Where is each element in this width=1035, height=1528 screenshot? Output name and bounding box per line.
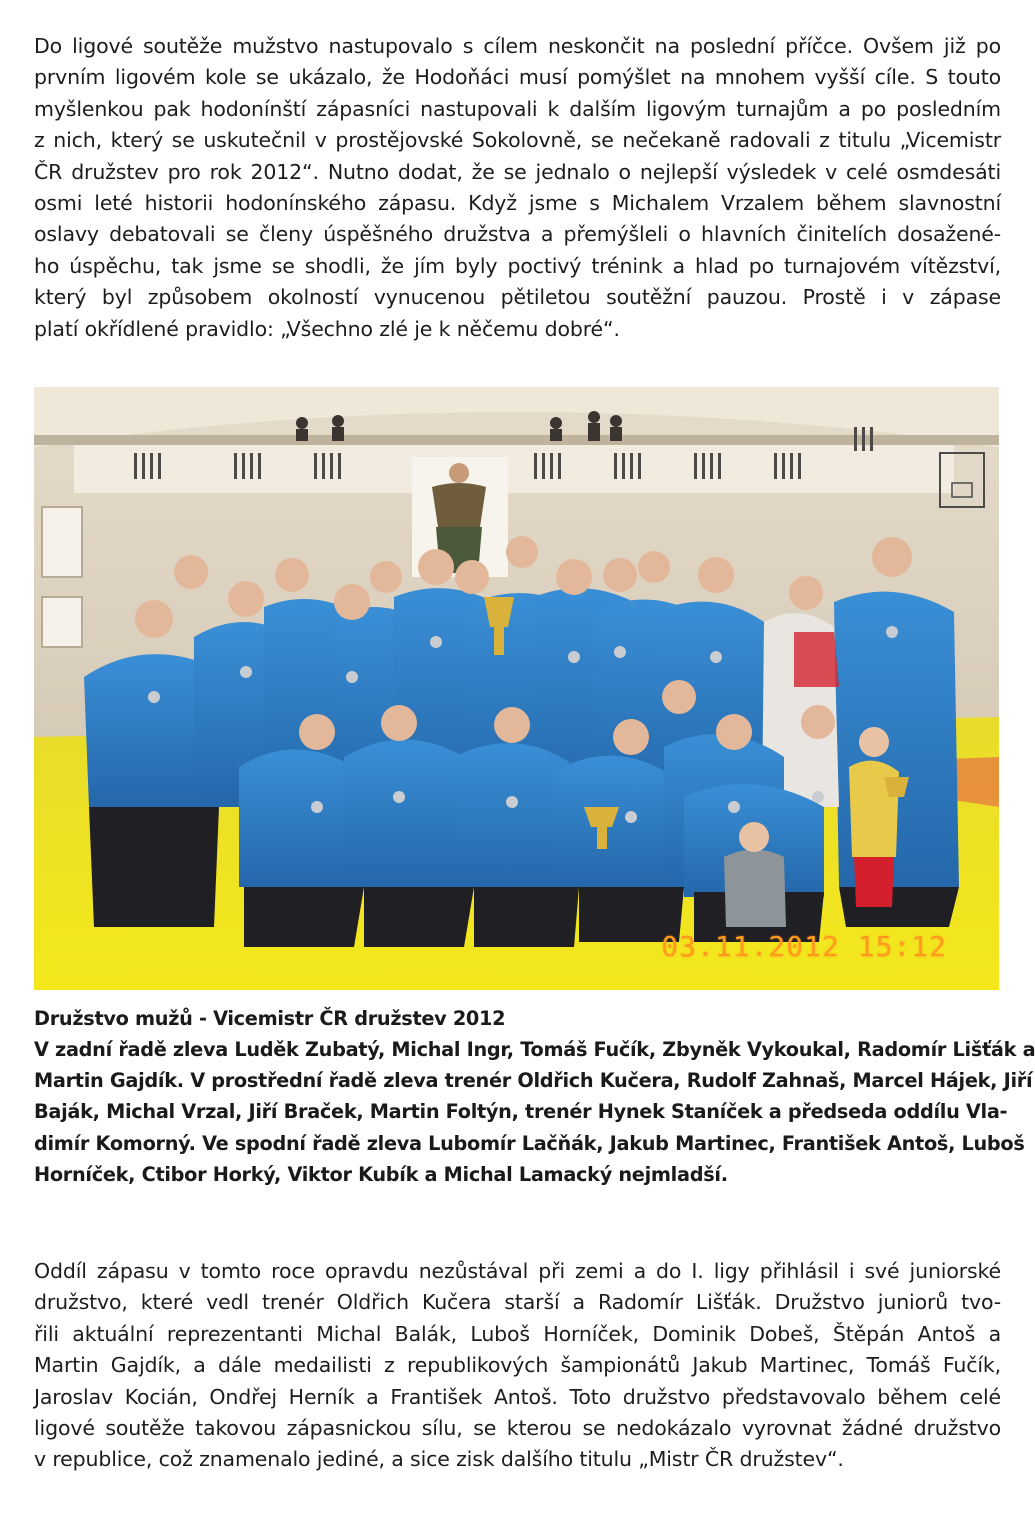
intro-line: ČR družstev pro rok 2012“. Nutno dodat, že se jednalo o nejlepší výsledek v celé osmdesáti — [34, 159, 1001, 184]
outro-line: Martin Gajdík, a dále medailisti z republikových šampionátů Jakub Martinec, Tomáš Fučík, — [34, 1353, 1001, 1378]
caption-line: Baják, Michal Vrzal, Jiří Braček, Martin Foltýn, trenér Hynek Staníček a předseda oddílu Vla- — [34, 1100, 1008, 1124]
caption-title-text: Družstvo mužů - Vicemistr ČR družstev 2012 — [34, 1007, 506, 1030]
intro-line: Do ligové soutěže mužstvo nastupovalo s cílem neskončit na poslední příčce. Ovšem již po — [34, 34, 1001, 58]
intro-line: z nich, který se uskutečnil v prostějovské Sokolovně, se nečekaně radovali z titulu „Vicemistr — [34, 128, 1001, 153]
intro-line: oslavy debatovali se členy úspěšného družstva a přemýšleli o hlavních činitelích dosažené- — [34, 222, 1001, 247]
caption-line: Martin Gajdík. V prostřední řadě zleva trenér Oldřich Kučera, Rudolf Zahnaš, Marcel Hájek, Jiří — [34, 1069, 1033, 1093]
outro-line: řili aktuální reprezentanti Michal Balák, Luboš Horníček, Dominik Dobeš, Štěpán Antoš a — [34, 1321, 1001, 1346]
intro-line: myšlenkou pak hodonínští zápasníci nastupovali k dalším ligovým turnajům a po posledním — [34, 96, 1001, 121]
intro-paragraph — [34, 31, 1001, 345]
intro-line: platí okřídlené pravidlo: „Všechno zlé je k něčemu dobré“. — [34, 316, 620, 341]
intro-line: osmi leté historii hodonínského zápasu. Když jsme s Michalem Vrzalem během slavnostní — [34, 191, 1001, 216]
intro-line: který byl způsobem okolností vynucenou pětiletou soutěžní pauzou. Prostě i v zápase — [34, 285, 1001, 310]
caption-line: Horníček, Ctibor Horký, Viktor Kubík a Michal Lamacký nejmladší. — [34, 1162, 728, 1186]
outro-line: Jaroslav Kocián, Ondřej Herník a František Antoš. Toto družstvo představovalo během celé — [34, 1384, 1001, 1409]
caption-line: V zadní řadě zleva Luděk Zubatý, Michal Ingr, Tomáš Fučík, Zbyněk Vykoukal, Radomír Lišťák a — [34, 1038, 1035, 1061]
outro-paragraph — [34, 1256, 1001, 1476]
outro-line: ligové soutěže takovou zápasnickou sílu, se kterou se nedokázalo vyrovnat žádné družstvo — [34, 1416, 1001, 1441]
outro-line: v republice, což znamenalo jediné, a sice zisk dalšího titulu „Mistr ČR družstev“. — [34, 1447, 844, 1472]
outro-line: družstvo, které vedl trenér Oldřich Kučera starší a Radomír Lišťák. Družstvo juniorů tvo- — [34, 1290, 1001, 1315]
balcony-front — [74, 445, 954, 493]
intro-line: ho úspěchu, tak jsme se shodli, že jím byly poctivý trénink a hlad po turnajovém vítězství, — [34, 253, 1001, 278]
photo-caption-body — [34, 1034, 1035, 1190]
team-photo — [34, 387, 999, 990]
intro-line: prvním ligovém kole se ukázalo, že Hodoňáci musí pomýšlet na mnohem vyšší cíle. S touto — [34, 65, 1001, 90]
caption-line: dimír Komorný. Ve spodní řadě zleva Lubomír Lačňák, Jakub Martinec, František Antoš, Luboš — [34, 1131, 1025, 1155]
photo-date-stamp: 03.11.2012 15:12 — [661, 930, 947, 963]
outro-line: Oddíl zápasu v tomto roce opravdu nezůstával při zemi a do I. ligy přihlásil i své juniorské — [34, 1259, 1001, 1283]
team-photo-illustration — [34, 387, 999, 990]
photo-caption-title — [34, 1003, 1001, 1034]
hall-windows — [42, 507, 82, 647]
